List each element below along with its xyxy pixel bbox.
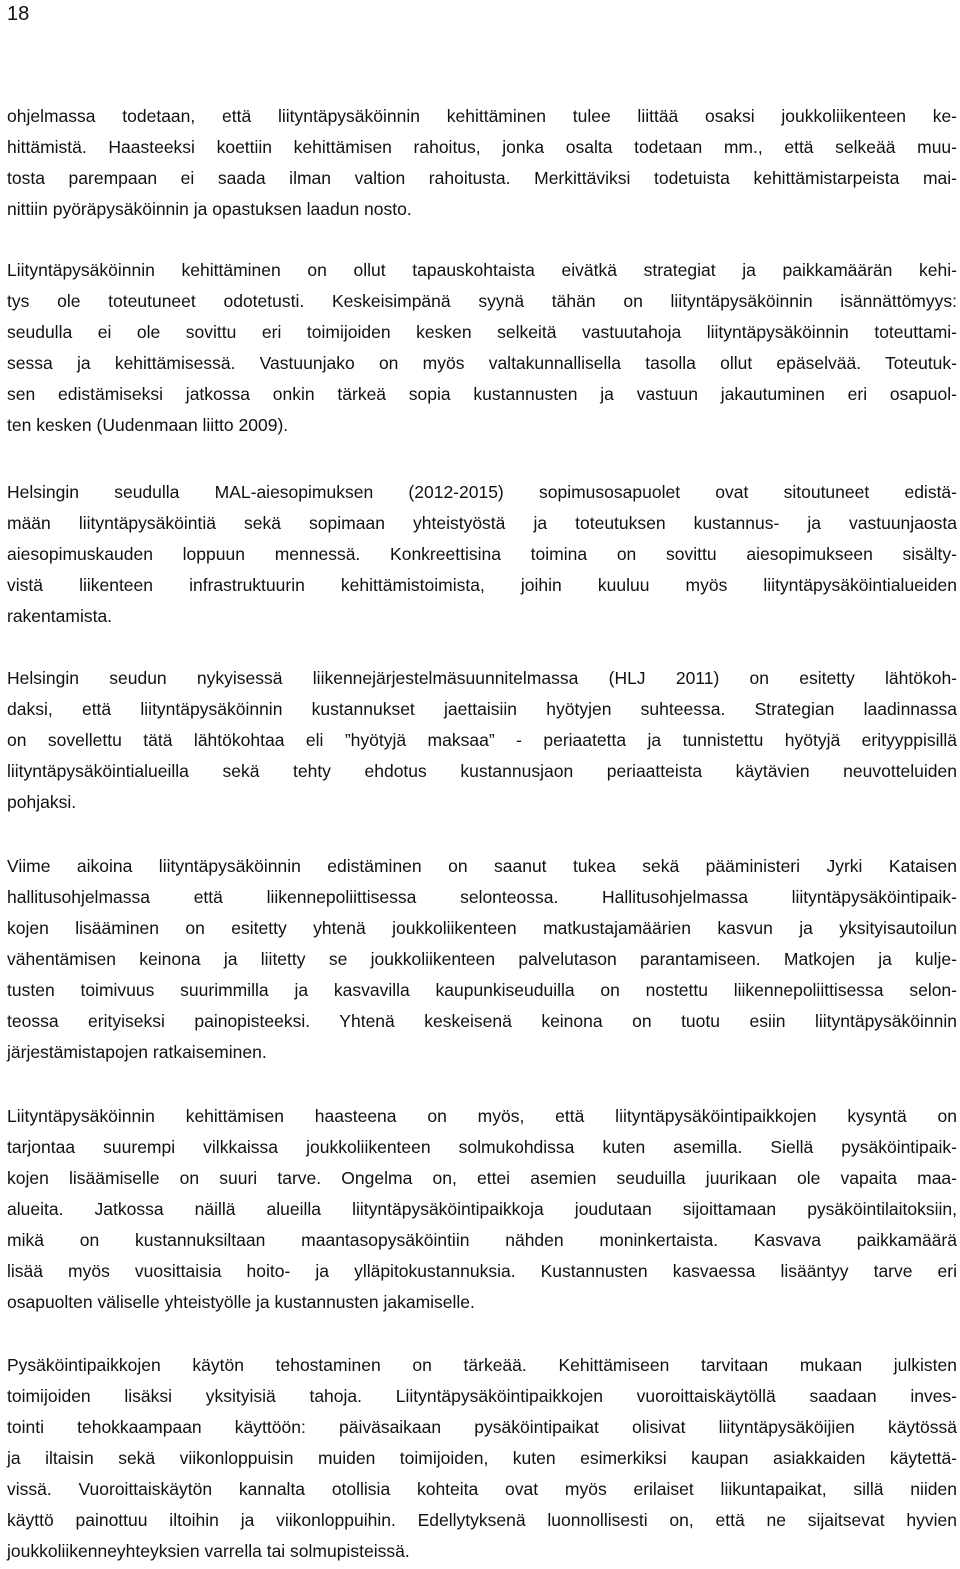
text-line: osapuolten väliselle yhteistyölle ja kustannusten jakamiselle. — [7, 1292, 475, 1312]
text-line: tys ole toteutuneet odotetusti. Keskeisimpänä syynä tähän on liityntäpysäköinnin isännättömyys: — [7, 291, 957, 311]
text-line: on sovellettu tätä lähtökohtaa eli ”hyötyjä maksaa” - periaatetta ja tunnistettu hyötyjä erityyppisillä — [7, 730, 957, 750]
text-line: teossa erityiseksi painopisteeksi. Yhtenä keskeisenä keinona on tuotu esiin liityntäpysäköinnin — [7, 1011, 957, 1031]
text-line: tointi tehokkaampaan käyttöön: päiväsaikaan pysäköintipaikat olisivat liityntäpysäköijien käytössä — [7, 1417, 957, 1437]
text-line: Liityntäpysäköinnin kehittäminen on ollut tapauskohtaista eivätkä strategiat ja paikkamäärän kehi- — [7, 260, 957, 280]
text-line: mikä on kustannuksiltaan maantasopysäköintiin nähden moninkertaista. Kasvava paikkamäärä — [7, 1230, 957, 1250]
text-line: ja iltaisin sekä viikonloppuisin muiden toimijoiden, kuten esimerkiksi kaupan asiakkaiden käytettä- — [7, 1448, 957, 1468]
text-line: Helsingin seudulla MAL-aiesopimuksen (2012-2015) sopimusosapuolet ovat sitoutuneet edistä- — [7, 482, 957, 502]
text-line: kojen lisäämiselle on suuri tarve. Ongelma on, ettei asemien seuduilla juurikaan ole vapaita maa- — [7, 1168, 957, 1188]
text-line: hallitusohjelmassa että liikennepoliittisessa selonteossa. Hallitusohjelmassa liityntäpysäköintipaik- — [7, 887, 957, 907]
text-line: seudulla ei ole sovittu eri toimijoiden kesken selkeitä vastuutahoja liityntäpysäköinnin toteuttami- — [7, 322, 957, 342]
text-line: vähentämisen keinona ja liitetty se joukkoliikenteen palvelutason parantamiseen. Matkojen ja kulje- — [7, 949, 957, 969]
text-line: kojen lisääminen on esitetty yhtenä joukkoliikenteen matkustajamäärien kasvun ja yksityisautoilun — [7, 918, 957, 938]
text-line: tusten toimivuus suurimmilla ja kasvavilla kaupunkiseuduilla on nostettu liikennepoliittisessa selon- — [7, 980, 957, 1000]
text-line: tosta parempaan ei saada ilman valtion rahoitusta. Merkittäviksi todetuista kehittämistarpeista mai- — [7, 168, 957, 188]
text-line: ohjelmassa todetaan, että liityntäpysäköinnin kehittäminen tulee liittää osaksi joukkoliikenteen ke- — [7, 106, 957, 126]
text-line: vistä liikenteen infrastruktuurin kehittämistoimista, joihin kuuluu myös liityntäpysäköintialueiden — [7, 575, 957, 595]
text-line: mään liityntäpysäköintiä sekä sopimaan yhteistyöstä ja toteutuksen kustannus- ja vastuunjaosta — [7, 513, 957, 533]
text-line: tarjontaa suurempi vilkkaissa joukkoliikenteen solmukohdissa kuten asemilla. Siellä pysäköintipaik- — [7, 1137, 957, 1157]
text-line: sen edistämiseksi jatkossa onkin tärkeä sopia kustannusten ja vastuun jakautuminen eri osapuol- — [7, 384, 957, 404]
text-line: Pysäköintipaikkojen käytön tehostaminen on tärkeää. Kehittämiseen tarvitaan mukaan julkisten — [7, 1355, 957, 1375]
text-line: Viime aikoina liityntäpysäköinnin edistäminen on saanut tukea sekä pääministeri Jyrki Kataisen — [7, 856, 957, 876]
text-line: alueita. Jatkossa näillä alueilla liityntäpysäköintipaikkoja joudutaan sijoittamaan pysäköintilaitoksiin, — [7, 1199, 957, 1219]
text-line: järjestämistapojen ratkaiseminen. — [7, 1042, 267, 1062]
text-line: hittämistä. Haasteeksi koettiin kehittämisen rahoitus, jonka osalta todetaan mm., että selkeää muu- — [7, 137, 957, 157]
text-line: Helsingin seudun nykyisessä liikennejärjestelmäsuunnitelmassa (HLJ 2011) on esitetty lähtökoh- — [7, 668, 957, 688]
text-line: Liityntäpysäköinnin kehittämisen haasteena on myös, että liityntäpysäköintipaikkojen kysyntä on — [7, 1106, 957, 1126]
text-line: lisää myös vuosittaisia hoito- ja ylläpitokustannuksia. Kustannusten kasvaessa lisääntyy tarve eri — [7, 1261, 957, 1281]
text-line: liityntäpysäköintialueilla sekä tehty ehdotus kustannusjaon periaatteista käytävien neuvotteluiden — [7, 761, 957, 781]
text-line: toimijoiden lisäksi yksityisiä tahoja. Liityntäpysäköintipaikkojen vuoroittaiskäytöllä saadaan inves- — [7, 1386, 957, 1406]
text-line: nittiin pyöräpysäköinnin ja opastuksen laadun nosto. — [7, 199, 412, 219]
text-line: daksi, että liityntäpysäköinnin kustannukset jaettaisiin hyötyjen suhteessa. Strategian laadinnassa — [7, 699, 957, 719]
text-line: joukkoliikenneyhteyksien varrella tai solmupisteissä. — [7, 1541, 410, 1561]
text-line: pohjaksi. — [7, 792, 77, 812]
text-line: rakentamista. — [7, 606, 113, 626]
text-line: ten kesken (Uudenmaan liitto 2009). — [7, 415, 289, 435]
page-number: 18 — [7, 3, 30, 25]
text-line: vissä. Vuoroittaiskäytön kannalta otollisia kohteita ovat myös erilaiset liikuntapaikat, sillä niiden — [7, 1479, 957, 1499]
text-line: sessa ja kehittämisessä. Vastuunjako on myös valtakunnallisella tasolla ollut epäselvää. Toteutuk- — [7, 353, 957, 373]
text-line: käyttö painottuu iltoihin ja viikonloppuihin. Edellytyksenä luonnollisesti on, että ne sijaitsevat hyvien — [7, 1510, 957, 1530]
text-line: aiesopimuskauden loppuun mennessä. Konkreettisina toimina on sovittu aiesopimukseen sisälty- — [7, 544, 957, 564]
